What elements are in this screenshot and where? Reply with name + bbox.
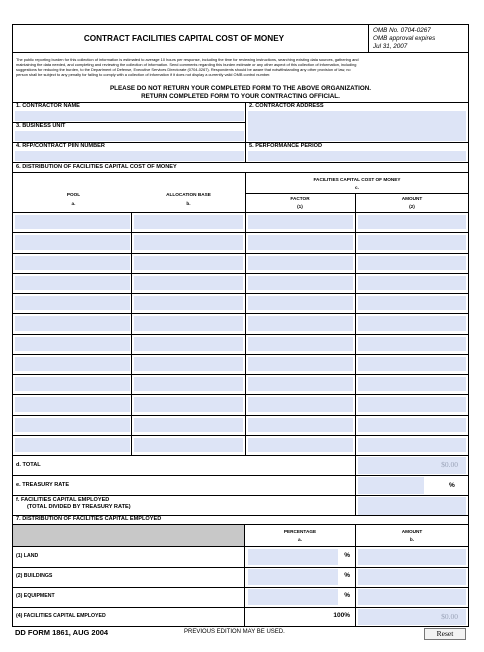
s7-percentage-value: % (344, 552, 350, 559)
factor-field[interactable] (248, 296, 353, 310)
s7-percentage-value: % (344, 572, 350, 579)
business-unit-field[interactable] (15, 131, 244, 141)
fccom-header: FACILITIES CAPITAL COST OF MONEY (313, 177, 401, 182)
rfp-number-label: 4. RFP/CONTRACT PIIN NUMBER (16, 143, 105, 149)
amount-field (358, 397, 466, 411)
s7-amount-header: AMOUNT (401, 529, 423, 534)
amount-field (358, 438, 466, 452)
factor-field[interactable] (248, 438, 353, 452)
pool-letter: a. (71, 201, 76, 206)
factor-field[interactable] (248, 337, 353, 351)
allocation-base-field[interactable] (134, 377, 243, 391)
allocation-base-field[interactable] (134, 296, 243, 310)
s7-row-label: (4) FACILITIES CAPITAL EMPLOYED (16, 613, 106, 619)
factor-field[interactable] (248, 316, 353, 330)
s7-row-label: (2) BUILDINGS (16, 573, 53, 579)
factor-field[interactable] (248, 276, 353, 290)
amount-field (358, 296, 466, 310)
reset-button[interactable]: Reset (424, 628, 466, 640)
edition-note: PREVIOUS EDITION MAY BE USED. (184, 629, 285, 635)
pool-field[interactable] (15, 397, 130, 411)
allocation-base-field[interactable] (134, 256, 243, 270)
pool-field[interactable] (15, 438, 130, 452)
pool-field[interactable] (15, 316, 130, 330)
allocation-base-field[interactable] (134, 337, 243, 351)
s7-amount-letter: b. (409, 537, 415, 542)
allocation-base-field[interactable] (134, 438, 243, 452)
percentage-letter: a. (298, 537, 302, 542)
amount-field (358, 377, 466, 391)
treasury-rate-unit: % (449, 482, 455, 489)
allocation-base-header: ALLOCATION BASE (166, 192, 211, 197)
omb-number: OMB No. 0704-0267 (373, 27, 431, 34)
performance-period-field[interactable] (248, 151, 466, 161)
burden-line: The public reporting burden for this collection of information is estimated to average 10 hours per response, including the time for reviewing instructions, searching existing data sources, gathering and (16, 57, 359, 62)
business-unit-label: 3. BUSINESS UNIT (16, 123, 66, 129)
allocation-base-field[interactable] (134, 235, 243, 249)
total-label: d. TOTAL (16, 462, 41, 468)
allocation-base-field[interactable] (134, 357, 243, 371)
amount-field (358, 316, 466, 330)
contractor-name-field[interactable] (15, 111, 244, 121)
pool-field[interactable] (15, 337, 130, 351)
allocation-base-field[interactable] (134, 215, 243, 229)
pool-field[interactable] (15, 256, 130, 270)
pool-header: POOL (66, 192, 81, 197)
pool-field[interactable] (15, 357, 130, 371)
section-7-shaded-header (13, 525, 244, 546)
fccom-letter: c. (355, 185, 359, 190)
return-instruction-1: PLEASE DO NOT RETURN YOUR COMPLETED FORM TO THE ABOVE ORGANIZATION. (109, 85, 372, 92)
performance-period-label: 5. PERFORMANCE PERIOD (249, 143, 323, 149)
s7-amount-value: $0.00 (441, 612, 458, 621)
amount-field (358, 235, 466, 249)
burden-notice (16, 57, 466, 77)
pool-field[interactable] (15, 276, 130, 290)
section-7-title: 7. DISTRIBUTION OF FACILITIES CAPITAL EMPLOYED (16, 516, 162, 522)
pool-field[interactable] (15, 296, 130, 310)
omb-expiry-date: Jul 31, 2007 (373, 43, 408, 50)
omb-approval: OMB approval expires (373, 35, 436, 42)
factor-header: FACTOR (290, 196, 310, 201)
amount-field (358, 337, 466, 351)
s7-percentage-value: % (344, 592, 350, 599)
s7-amount-field (358, 589, 466, 605)
amount-field (358, 215, 466, 229)
contractor-address-label: 2. CONTRACTOR ADDRESS (249, 103, 324, 109)
percentage-header: PERCENTAGE (283, 529, 317, 534)
s7-row-label: (1) LAND (16, 553, 39, 559)
pool-field[interactable] (15, 235, 130, 249)
amount-field (358, 418, 466, 432)
allocation-base-field[interactable] (134, 397, 243, 411)
pool-field[interactable] (15, 418, 130, 432)
amount-field (358, 357, 466, 371)
s7-amount-field (358, 569, 466, 585)
contractor-name-label: 1. CONTRACTOR NAME (16, 103, 80, 109)
allocation-base-field[interactable] (134, 418, 243, 432)
burden-line: suggestions for reducing the burden, to the Department of Defense, Executive Services Directorate (0704-0267). Respondents should be aware that notwithstanding any other provision of law, no (16, 67, 351, 72)
capital-employed-field (358, 497, 466, 515)
factor-number: (1) (297, 204, 303, 209)
return-instruction-2: RETURN COMPLETED FORM TO YOUR CONTRACTING OFFICIAL. (141, 93, 340, 100)
form-identifier: DD FORM 1861, AUG 2004 (15, 628, 109, 637)
form-title: CONTRACT FACILITIES CAPITAL COST OF MONEY (83, 34, 285, 43)
amount-field (358, 256, 466, 270)
amount-field (358, 276, 466, 290)
burden-line: maintaining the data needed, and completing and reviewing the collection of information. Send comments regarding this burden estimate or any other aspect of this collection of information, including (16, 62, 357, 67)
factor-field[interactable] (248, 397, 353, 411)
treasury-rate-field[interactable] (358, 477, 424, 494)
allocation-base-field[interactable] (134, 316, 243, 330)
allocation-base-letter: b. (186, 201, 191, 206)
treasury-rate-label: e. TREASURY RATE (16, 482, 70, 488)
s7-percentage-value: 100% (333, 612, 350, 619)
factor-field[interactable] (248, 235, 353, 249)
capital-employed-label: f. FACILITIES CAPITAL EMPLOYED (16, 497, 110, 503)
section-6-title: 6. DISTRIBUTION OF FACILITIES CAPITAL COST OF MONEY (16, 164, 177, 170)
capital-employed-sublabel: (TOTAL DIVIDED BY TREASURY RATE) (27, 504, 131, 510)
s7-amount-field (358, 549, 466, 565)
pool-field[interactable] (15, 215, 130, 229)
factor-field[interactable] (248, 256, 353, 270)
pool-field[interactable] (15, 377, 130, 391)
factor-field[interactable] (248, 215, 353, 229)
contractor-address-field[interactable] (248, 111, 466, 141)
factor-field[interactable] (248, 357, 353, 371)
factor-field[interactable] (248, 418, 353, 432)
allocation-base-field[interactable] (134, 276, 243, 290)
amount-header: AMOUNT (401, 196, 423, 201)
amount-number: (2) (409, 204, 415, 209)
rfp-number-field[interactable] (15, 151, 244, 161)
factor-field[interactable] (248, 377, 353, 391)
s7-row-label: (3) EQUIPMENT (16, 593, 55, 599)
total-amount-value: $0.00 (441, 460, 458, 469)
burden-line: person shall be subject to any penalty for failing to comply with a collection of information if it does not display a currently valid OMB control number. (16, 72, 271, 77)
